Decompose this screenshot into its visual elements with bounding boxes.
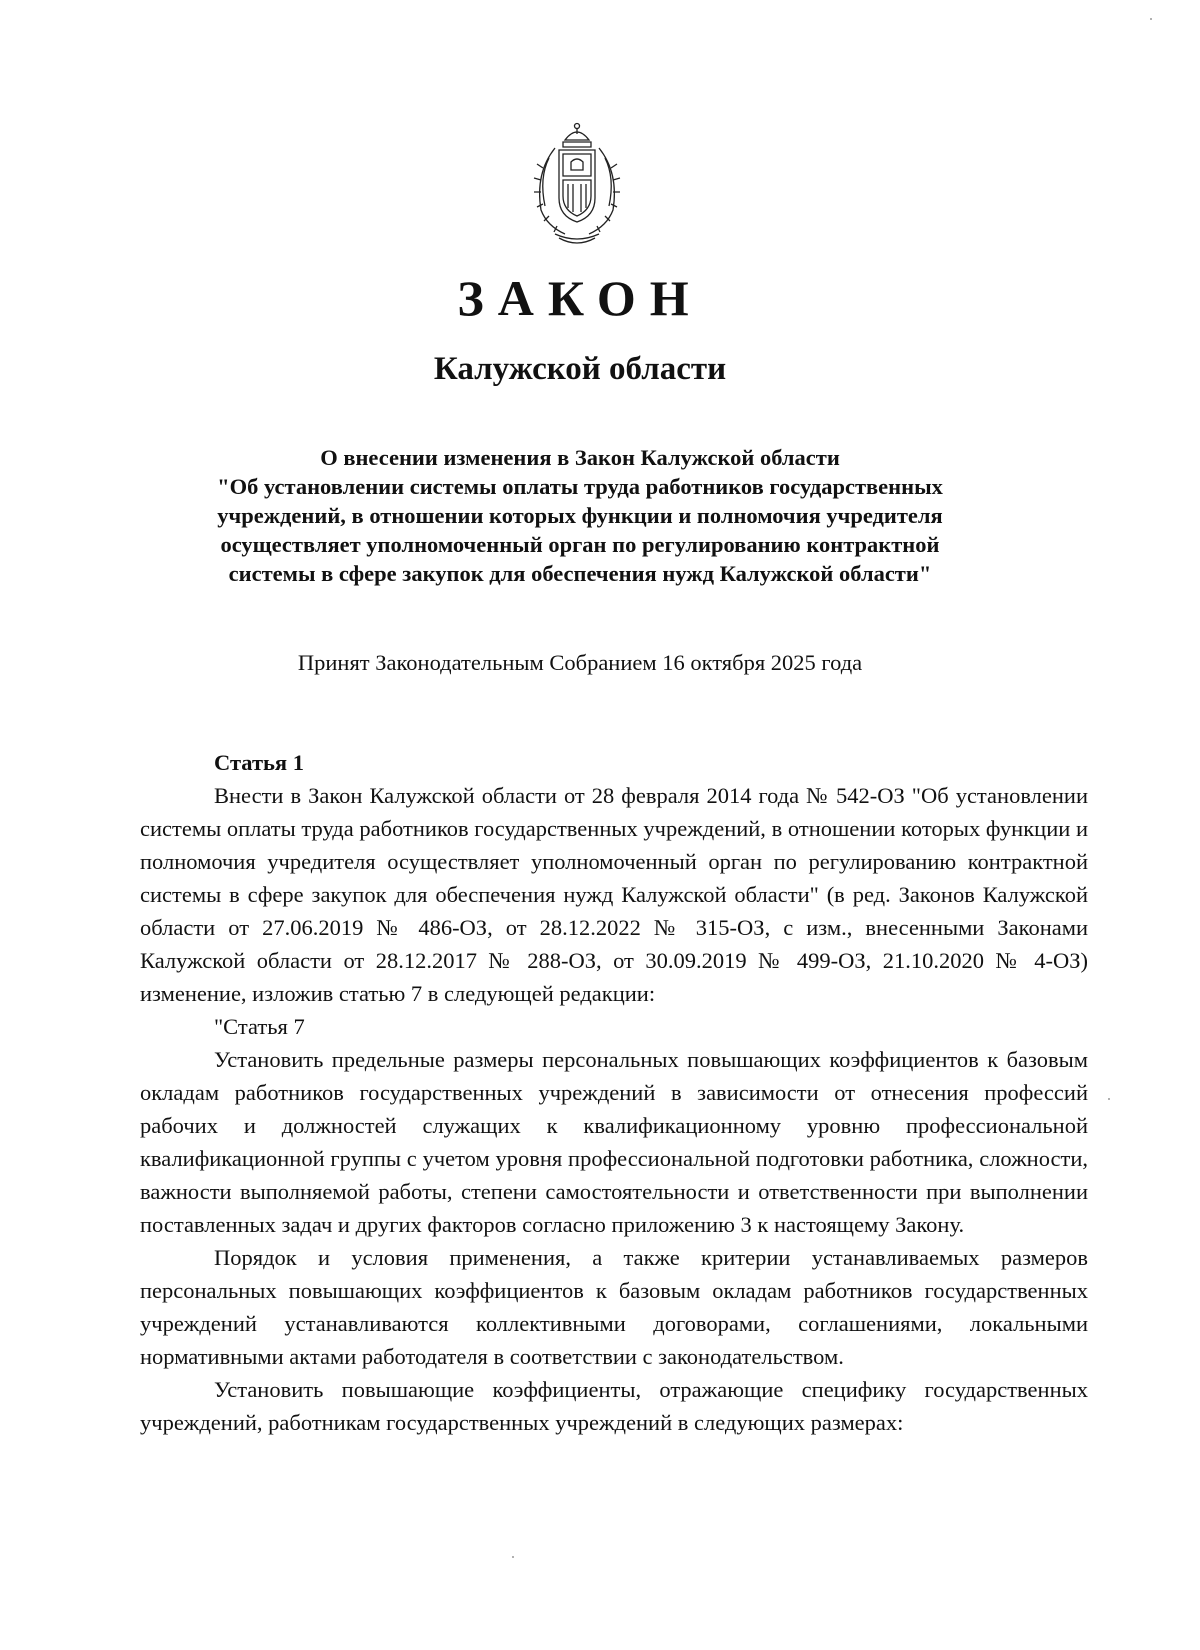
article-paragraph	[140, 1373, 1088, 1439]
adoption-note: Принят Законодательным Собранием 16 октября 2025 года	[297, 650, 863, 675]
subject-line: системы в сфере закупок для обеспечения нужд Калужской области"	[228, 561, 932, 586]
article-paragraph	[140, 1241, 1088, 1373]
subject-line: О внесении изменения в Закон Калужской области	[320, 445, 840, 470]
law-subject	[150, 443, 1010, 588]
article-paragraph	[140, 1043, 1088, 1241]
subject-line: "Об установлении системы оплаты труда работников государственных	[217, 474, 943, 499]
paragraph-text: Установить предельные размеры персональных повышающих коэффициентов к базовым окладам работников государственных учреждений в зависимости от отнесения профессий рабочих и должностей служащих к квалификационному уровню профессиональной квалификационной группы с учетом уровня профессиональной подготовки работника, сложности, важности выполняемой работы, степени самостоятельности и ответственности при выполнении поставленных задач и других факторов согласно приложению 3 к настоящему Закону.	[140, 1047, 1088, 1237]
scan-speck	[1150, 18, 1152, 20]
article-heading: Статья 1	[214, 750, 304, 775]
paragraph-text: Установить повышающие коэффициенты, отражающие специфику государственных учреждений, работникам государственных учреждений в следующих размерах:	[140, 1377, 1088, 1435]
paragraph-text: Порядок и условия применения, а также критерии устанавливаемых размеров персональных повышающих коэффициентов к базовым окладам работников государственных учреждений устанавливаются коллективными договорами, соглашениями, локальными нормативными актами работодателя в соответствии с законодательством.	[140, 1245, 1088, 1369]
quoted-article-heading: "Статья 7	[214, 1014, 305, 1039]
article-paragraph	[140, 779, 1088, 1010]
subject-line: осуществляет уполномоченный орган по регулированию контрактной	[220, 532, 940, 557]
paragraph-text: Внести в Закон Калужской области от 28 февраля 2014 года № 542-ОЗ "Об установлении системы оплаты труда работников государственных учреждений, в отношении которых функции и полномочия учредителя осуществляет уполномоченный орган по регулированию контрактной системы в сфере закупок для обеспечения нужд Калужской области" (в ред. Законов Калужской области от 27.06.2019 № 486-ОЗ, от 28.12.2022 № 315-ОЗ, с изм., внесенными Законами Калужской области от 28.12.2017 № 288-ОЗ, от 30.09.2019 № 499-ОЗ, 21.10.2020 № 4-ОЗ) изменение, изложив статью 7 в следующей редакции:	[140, 783, 1088, 1006]
scan-speck	[1108, 1098, 1110, 1100]
subject-line: учреждений, в отношении которых функции и полномочия учредителя	[217, 503, 943, 528]
scan-speck	[512, 1556, 514, 1558]
document-title: ЗАКОН	[457, 270, 703, 326]
document-body	[140, 746, 1088, 1439]
document-region: Калужской области	[433, 351, 727, 387]
coat-of-arms-emblem	[525, 118, 629, 248]
